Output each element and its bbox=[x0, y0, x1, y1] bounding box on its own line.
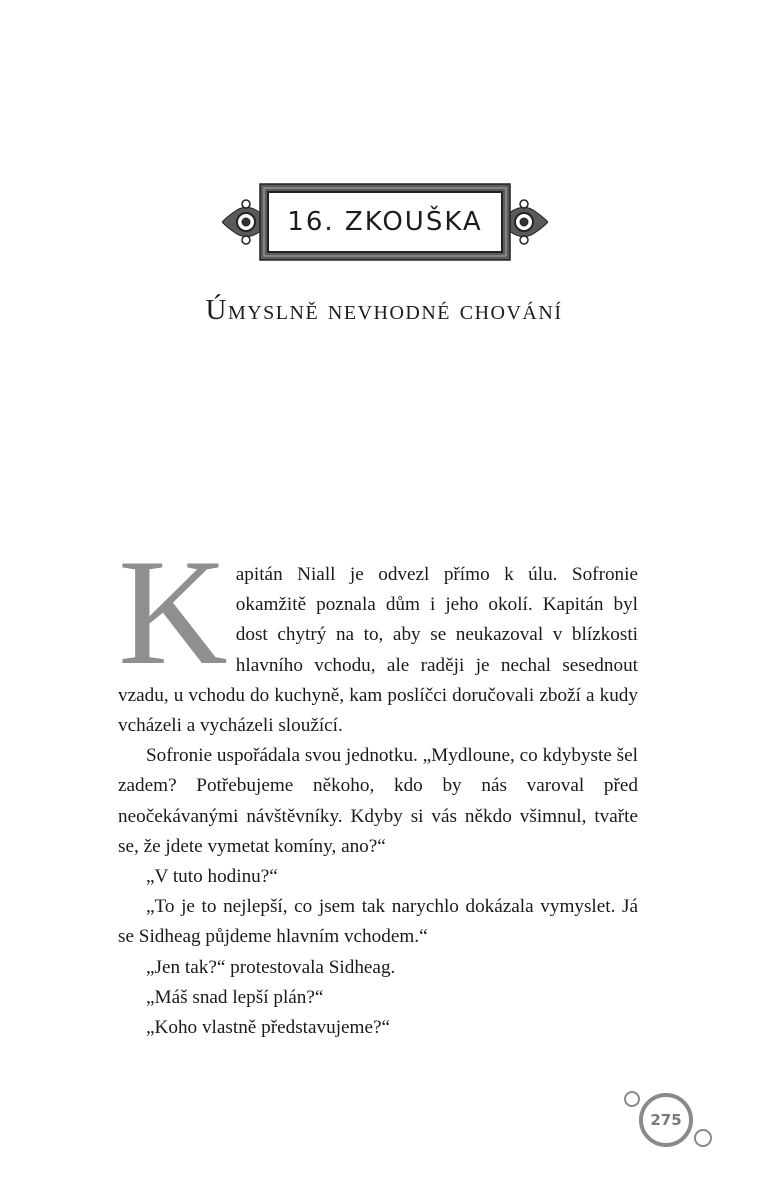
paragraph: „Koho vlastně představujeme?“ bbox=[146, 1017, 391, 1039]
chapter-subtitle: Úmyslně nevhodné chování bbox=[205, 294, 563, 326]
drop-cap: K bbox=[118, 528, 228, 696]
chapter-title: 16. ZKOUŠKA bbox=[287, 207, 483, 237]
paragraph-text: apitán Niall je odvezl přímo k úlu. Sofronie okamžitě poznala dům i jeho okolí. Kapitán byl dost chytrý na to, aby se neukazoval v blízkosti hlavního vchodu, ale raději je nechal sesednout vzadu, u vchodu do kuchyně, kam poslíčci doručovali zboží a kudy vcházeli a vycházeli sloužící. bbox=[118, 564, 638, 737]
paragraph: „V tuto hodinu?“ bbox=[146, 866, 278, 888]
paragraph bbox=[118, 528, 638, 741]
paragraph: „To je to nejlepší, co jsem tak narychlo dokázala vymyslet. Já se Sidheag půjdeme hlavním vchodem.“ bbox=[118, 896, 638, 948]
page-number: 275 bbox=[650, 1111, 682, 1129]
paragraph: „Jen tak?“ protestovala Sidheag. bbox=[146, 956, 396, 978]
paragraph: „Máš snad lepší plán?“ bbox=[146, 986, 324, 1008]
body-text bbox=[118, 528, 638, 1043]
paragraph: Sofronie uspořádala svou jednotku. „Mydloune, co kdybyste šel zadem? Potřebujeme někoho, kdo by nás varoval před neočekávanými návštěvníky. Kdyby si vás někdo všimnul, tvařte se, že jdete vymetat komíny, ano?“ bbox=[118, 745, 638, 857]
